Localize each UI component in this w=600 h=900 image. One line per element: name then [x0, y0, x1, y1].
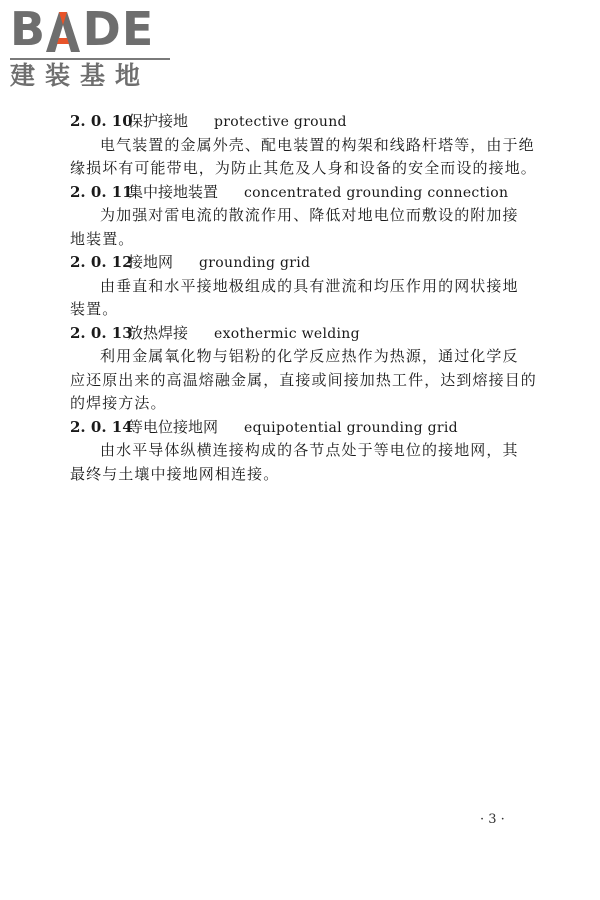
definition-line: 的焊接方法。	[70, 394, 167, 412]
document-body	[70, 110, 550, 486]
term-definition	[70, 134, 550, 181]
definition-line: 利用金属氧化物与铝粉的化学反应热作为热源，通过化学反	[100, 347, 519, 365]
logo-letter-a	[46, 6, 83, 52]
definition-line: 地装置。	[70, 229, 135, 248]
term-number: 2. 0. 14	[70, 417, 133, 436]
term-chinese-name: 接地网	[128, 253, 174, 271]
bade-logo	[10, 2, 176, 90]
term-chinese-name: 等电位接地网	[128, 417, 219, 436]
term-definition	[70, 204, 550, 251]
term-english-name: equipotential grounding grid	[244, 419, 458, 436]
term-heading	[70, 416, 550, 440]
term-section	[70, 251, 550, 322]
definition-line: 应还原出来的高温熔融金属，直接或间接加热工件，达到熔接目的	[70, 370, 537, 389]
term-section	[70, 181, 550, 252]
term-definition	[70, 275, 550, 322]
logo-divider	[10, 58, 170, 60]
term-heading	[70, 181, 550, 205]
term-heading	[70, 251, 550, 275]
page-number: · 3 ·	[480, 812, 505, 827]
logo-subtitle: 建装基地	[10, 61, 151, 90]
term-english-name: exothermic welding	[214, 325, 360, 342]
term-definition	[70, 345, 550, 416]
logo-wordmark	[10, 2, 176, 56]
term-number: 2. 0. 10	[70, 112, 133, 130]
definition-line: 电气装置的金属外壳、配电装置的构架和线路杆塔等，由于绝	[100, 135, 535, 154]
logo-letter-e: E	[121, 2, 155, 56]
term-number: 2. 0. 11	[70, 182, 133, 201]
term-section	[70, 322, 550, 416]
term-chinese-name: 放热焊接	[128, 323, 189, 342]
logo-a-icon	[46, 12, 80, 52]
definition-line: 为加强对雷电流的散流作用、降低对地电位而敷设的附加接	[100, 206, 519, 224]
term-english-name: protective ground	[214, 114, 347, 130]
definition-line: 最终与土壤中接地网相连接。	[70, 464, 280, 483]
term-chinese-name: 保护接地	[128, 112, 189, 130]
definition-line: 由垂直和水平接地极组成的具有泄流和均压作用的网状接地	[100, 276, 519, 295]
definition-line: 装置。	[70, 300, 119, 318]
logo-letter-b: B	[10, 2, 47, 56]
definition-line: 由水平导体纵横连接构成的各节点处于等电位的接地网，其	[100, 441, 519, 459]
term-chinese-name: 集中接地装置	[128, 182, 219, 201]
term-number: 2. 0. 12	[70, 253, 133, 271]
term-section	[70, 110, 550, 181]
term-english-name: grounding grid	[199, 255, 311, 271]
term-english-name: concentrated grounding connection	[244, 184, 509, 201]
term-section	[70, 416, 550, 487]
term-heading	[70, 322, 550, 346]
logo-letter-d: D	[82, 2, 122, 56]
term-definition	[70, 439, 550, 486]
definition-line: 缘损坏有可能带电，为防止其危及人身和设备的安全而设的接地。	[70, 159, 537, 177]
term-heading	[70, 110, 550, 134]
term-number: 2. 0. 13	[70, 323, 133, 342]
